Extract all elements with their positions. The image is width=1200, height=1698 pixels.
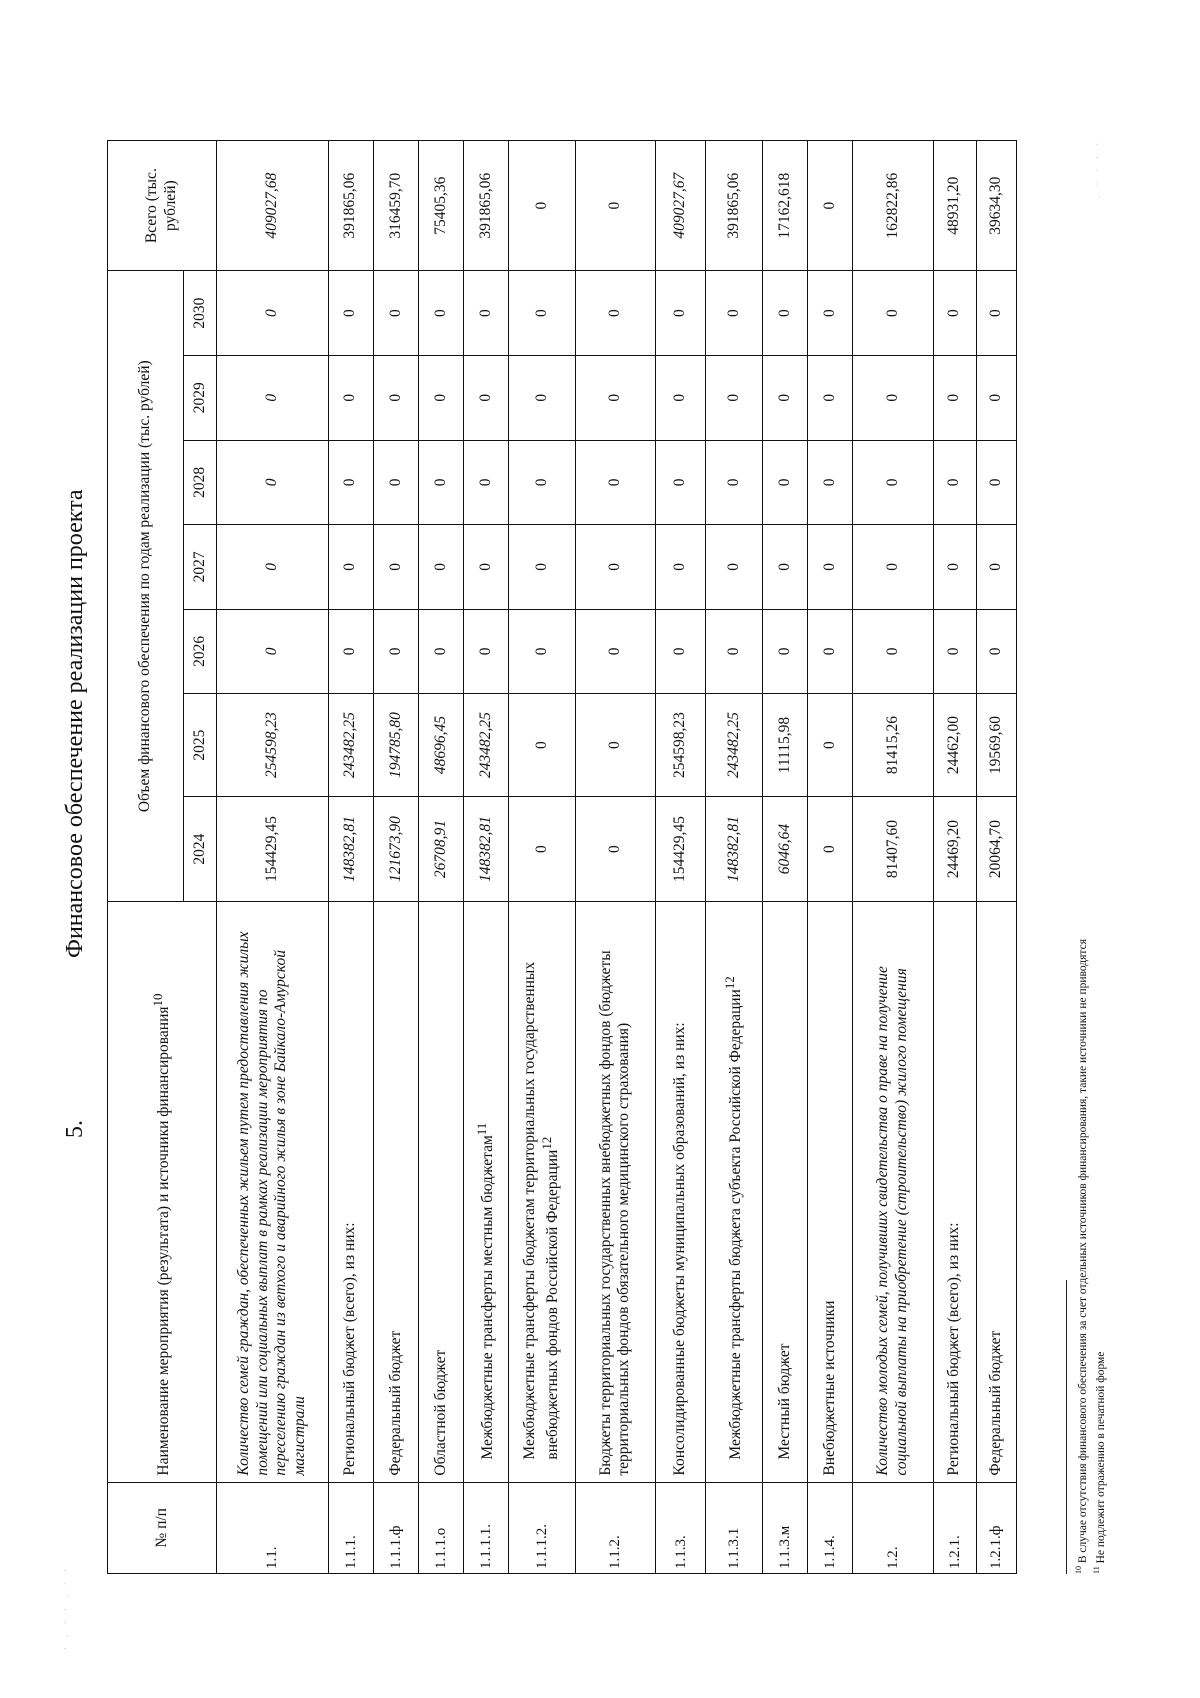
- row-name-text: Федеральный бюджет: [987, 1330, 1004, 1476]
- year-value: 0: [373, 440, 418, 525]
- row-name-text: Региональный бюджет (всего), из них:: [945, 1222, 963, 1476]
- year-value: 0: [373, 525, 418, 610]
- year-value: 11115,98: [763, 694, 808, 797]
- header-year: 2028: [183, 440, 216, 525]
- year-value: 0: [418, 440, 463, 525]
- year-value: 0: [853, 356, 934, 441]
- row-number: 1.1.1.2.: [509, 1482, 575, 1573]
- row-name: [853, 902, 934, 1482]
- year-value: 0: [373, 356, 418, 441]
- year-value: 0: [933, 356, 976, 441]
- year-value: 0: [933, 440, 976, 525]
- row-number: 1.2.1.: [933, 1482, 976, 1573]
- year-value: 0: [373, 271, 418, 356]
- table-body: [108, 141, 1017, 1574]
- year-value: 0: [706, 525, 763, 610]
- year-value: 0: [706, 271, 763, 356]
- footnote-separator: [1066, 1280, 1067, 1574]
- year-value: 0: [656, 525, 706, 610]
- year-value: 0: [808, 356, 853, 441]
- row-name-text: Внебюджетные источники: [820, 1300, 838, 1476]
- year-value: 0: [418, 525, 463, 610]
- row-total: 409027,68: [217, 141, 329, 271]
- year-value: 0: [418, 609, 463, 694]
- year-value: 0: [418, 271, 463, 356]
- year-value: 0: [976, 440, 1016, 525]
- year-value: 121673,90: [373, 797, 418, 902]
- year-value: 0: [575, 356, 656, 441]
- year-value: 154429,45: [217, 797, 329, 902]
- header-year: 2024: [183, 797, 216, 902]
- year-value: 0: [217, 271, 329, 356]
- year-value: 0: [853, 609, 934, 694]
- row-name: [328, 902, 373, 1482]
- year-value: 26708,91: [418, 797, 463, 902]
- footnote-10: [1074, 939, 1089, 1574]
- row-name: [575, 902, 656, 1482]
- year-value: 0: [509, 271, 575, 356]
- row-name-text: Федеральный бюджет: [386, 1330, 404, 1476]
- row-number: 1.1.3.м: [763, 1482, 808, 1573]
- year-value: 0: [808, 694, 853, 797]
- header-name-text: Наименование мероприятия (результата) и источники финансирования: [155, 1006, 173, 1476]
- table-row: [808, 141, 853, 1574]
- year-value: 81407,60: [853, 797, 934, 902]
- row-total: 0: [509, 141, 575, 271]
- year-value: 243482,25: [463, 694, 508, 797]
- footnote-text: Не подлежит отражению в печатной форме: [1094, 1351, 1107, 1564]
- header-year: 2030: [183, 271, 216, 356]
- year-value: 19569,60: [976, 694, 1016, 797]
- row-number: 1.1.1.: [328, 1482, 373, 1573]
- year-value: 0: [656, 440, 706, 525]
- year-value: 0: [217, 356, 329, 441]
- table-row: [656, 141, 706, 1574]
- row-number: 1.2.1.ф: [976, 1482, 1016, 1573]
- year-value: 243482,25: [328, 694, 373, 797]
- header-name-footnote-mark: 10: [150, 993, 166, 1007]
- year-value: 0: [976, 609, 1016, 694]
- scan-noise: · . · · . · ·: [60, 1565, 70, 1650]
- year-value: 0: [808, 271, 853, 356]
- header-year: 2029: [183, 356, 216, 441]
- row-footnote-mark: 12: [722, 976, 738, 990]
- row-name: [373, 902, 418, 1482]
- row-name-text: Межбюджетные трансферты бюджета субъекта Российской Федерации: [727, 989, 745, 1460]
- table-row: [463, 141, 508, 1574]
- year-value: 0: [575, 609, 656, 694]
- header-year: 2027: [183, 525, 216, 610]
- footnote-text: В случае отсутствия финансового обеспечения за счет отдельных источников финансирования, такие источники не приводятся: [1076, 939, 1089, 1564]
- year-value: 0: [656, 609, 706, 694]
- year-value: 0: [656, 356, 706, 441]
- row-total: 391865,06: [463, 141, 508, 271]
- header-total: Всего (тыс. рублей): [108, 141, 217, 271]
- row-number: 1.1.4.: [808, 1482, 853, 1573]
- year-value: 0: [706, 356, 763, 441]
- year-value: 194785,80: [373, 694, 418, 797]
- year-value: 0: [656, 271, 706, 356]
- header-years-group: Объем финансового обеспечения по годам реализации (тыс. рублей): [108, 271, 184, 902]
- row-name: [706, 902, 763, 1482]
- footnote-mark: 11: [1092, 1566, 1101, 1574]
- row-number: 1.1.: [217, 1482, 329, 1573]
- year-value: 0: [933, 609, 976, 694]
- table-row: [763, 141, 808, 1574]
- row-number: 1.1.1.ф: [373, 1482, 418, 1573]
- year-value: 0: [808, 609, 853, 694]
- row-total: 0: [808, 141, 853, 271]
- row-name-text: Региональный бюджет (всего), из них:: [341, 1222, 359, 1476]
- year-value: 0: [509, 525, 575, 610]
- table-row: [373, 141, 418, 1574]
- table-row: [575, 141, 656, 1574]
- year-value: 254598,23: [217, 694, 329, 797]
- year-value: 0: [328, 440, 373, 525]
- year-value: 0: [933, 271, 976, 356]
- year-value: 0: [853, 271, 934, 356]
- header-number: № п/п: [108, 1482, 217, 1573]
- year-value: 0: [575, 525, 656, 610]
- year-value: 0: [217, 609, 329, 694]
- year-value: 254598,23: [656, 694, 706, 797]
- year-value: 0: [763, 440, 808, 525]
- row-total: 316459,70: [373, 141, 418, 271]
- table-row: [509, 141, 575, 1574]
- row-number: 1.1.3.1: [706, 1482, 763, 1573]
- row-name: [463, 902, 508, 1482]
- year-value: 0: [328, 525, 373, 610]
- row-name-text: Областной бюджет: [431, 1349, 449, 1476]
- year-value: 0: [328, 271, 373, 356]
- row-total: 391865,06: [328, 141, 373, 271]
- year-value: 0: [509, 694, 575, 797]
- footnote-mark: 10: [1074, 1566, 1083, 1574]
- year-value: 81415,26: [853, 694, 934, 797]
- header-year: 2025: [183, 694, 216, 797]
- table-row: [853, 141, 934, 1574]
- row-total: 0: [575, 141, 656, 271]
- year-value: 0: [463, 271, 508, 356]
- row-name-text: Бюджеты территориальных государственных внебюджетных фондов (бюджеты территориальных фондов обязательного медицинского страхования): [596, 950, 633, 1476]
- row-total: 409027,67: [656, 141, 706, 271]
- row-number: 1.2.: [853, 1482, 934, 1573]
- year-value: 6046,64: [763, 797, 808, 902]
- table-row: [976, 141, 1016, 1574]
- year-value: 243482,25: [706, 694, 763, 797]
- year-value: 0: [853, 440, 934, 525]
- row-name-text: Количество молодых семей, получивших свидетельства о праве на получение социальной выплаты на приобретение (строительство) жилого помещения: [874, 966, 911, 1476]
- year-value: 48696,45: [418, 694, 463, 797]
- row-name-text: Межбюджетные трансферты бюджетам территориальных государственных внебюджетных фондов Российской Федерации: [520, 961, 562, 1460]
- year-value: 0: [575, 271, 656, 356]
- scan-noise: . · · · ·: [1092, 138, 1102, 198]
- year-value: 0: [509, 356, 575, 441]
- header-name: [108, 902, 217, 1482]
- year-value: 0: [328, 356, 373, 441]
- year-value: 0: [509, 440, 575, 525]
- table-row: [418, 141, 463, 1574]
- year-value: 0: [808, 525, 853, 610]
- year-value: 0: [509, 797, 575, 902]
- row-footnote-mark: 11: [474, 1122, 490, 1136]
- year-value: 0: [763, 271, 808, 356]
- year-value: 0: [853, 525, 934, 610]
- year-value: 0: [463, 440, 508, 525]
- row-name: [808, 902, 853, 1482]
- row-name: [509, 902, 575, 1482]
- section-heading: [62, 489, 89, 1138]
- row-number: 1.1.1.1.: [463, 1482, 508, 1573]
- year-value: 0: [706, 440, 763, 525]
- row-name: [763, 902, 808, 1482]
- row-number: 1.1.2.: [575, 1482, 656, 1573]
- table-row: [217, 141, 329, 1574]
- year-value: 148382,81: [706, 797, 763, 902]
- row-name: [933, 902, 976, 1482]
- row-total: 391865,06: [706, 141, 763, 271]
- year-value: 0: [575, 440, 656, 525]
- year-value: 0: [976, 271, 1016, 356]
- table-row: [328, 141, 373, 1574]
- year-value: 0: [808, 440, 853, 525]
- row-total: 39634,30: [976, 141, 1016, 271]
- year-value: 0: [763, 525, 808, 610]
- table-row: [706, 141, 763, 1574]
- row-footnote-mark: 12: [539, 1136, 555, 1150]
- year-value: 0: [575, 797, 656, 902]
- row-total: 48931,20: [933, 141, 976, 271]
- section-title: Финансовое обеспечение реализации проекта: [62, 489, 88, 958]
- year-value: 0: [808, 797, 853, 902]
- year-value: 0: [418, 356, 463, 441]
- year-value: 0: [463, 356, 508, 441]
- row-name-text: Межбюджетные трансферты местным бюджетам: [479, 1135, 497, 1460]
- row-name-text: Местный бюджет: [775, 1343, 793, 1460]
- table-row: [933, 141, 976, 1574]
- year-value: 24469,20: [933, 797, 976, 902]
- row-name-text: Консолидированные бюджеты муниципальных образований, из них:: [671, 1022, 689, 1476]
- year-value: 148382,81: [328, 797, 373, 902]
- year-value: 0: [373, 609, 418, 694]
- year-value: 0: [328, 609, 373, 694]
- financing-table: [107, 140, 1017, 1574]
- year-value: 24462,00: [933, 694, 976, 797]
- year-value: 20064,70: [976, 797, 1016, 902]
- year-value: 0: [575, 694, 656, 797]
- year-value: 0: [463, 609, 508, 694]
- year-value: 0: [976, 356, 1016, 441]
- row-total: 17162,618: [763, 141, 808, 271]
- row-total: 75405,36: [418, 141, 463, 271]
- year-value: 0: [933, 525, 976, 610]
- footnote-11: [1092, 1352, 1107, 1574]
- year-value: 0: [706, 609, 763, 694]
- year-value: 0: [217, 525, 329, 610]
- year-value: 148382,81: [463, 797, 508, 902]
- year-value: 0: [217, 440, 329, 525]
- row-name: [976, 902, 1016, 1482]
- section-number: 5.: [62, 1120, 88, 1138]
- year-value: 0: [463, 525, 508, 610]
- row-name: [418, 902, 463, 1482]
- row-number: 1.1.1.о: [418, 1482, 463, 1573]
- header-row: [108, 141, 184, 1574]
- year-value: 0: [763, 356, 808, 441]
- year-value: 154429,45: [656, 797, 706, 902]
- year-value: 0: [509, 609, 575, 694]
- row-name-text: Количество семей граждан, обеспеченных жильем путем предоставления жилых помещений или социальных выплат в рамках реализации мероприятия по переселению граждан из ветхого и аварийного жилья в зоне Байкало-Амурской магистрали: [235, 931, 309, 1476]
- row-total: 162822,86: [853, 141, 934, 271]
- row-name: [217, 902, 329, 1482]
- year-value: 0: [976, 525, 1016, 610]
- row-name: [656, 902, 706, 1482]
- row-number: 1.1.3.: [656, 1482, 706, 1573]
- header-year: 2026: [183, 609, 216, 694]
- year-value: 0: [763, 609, 808, 694]
